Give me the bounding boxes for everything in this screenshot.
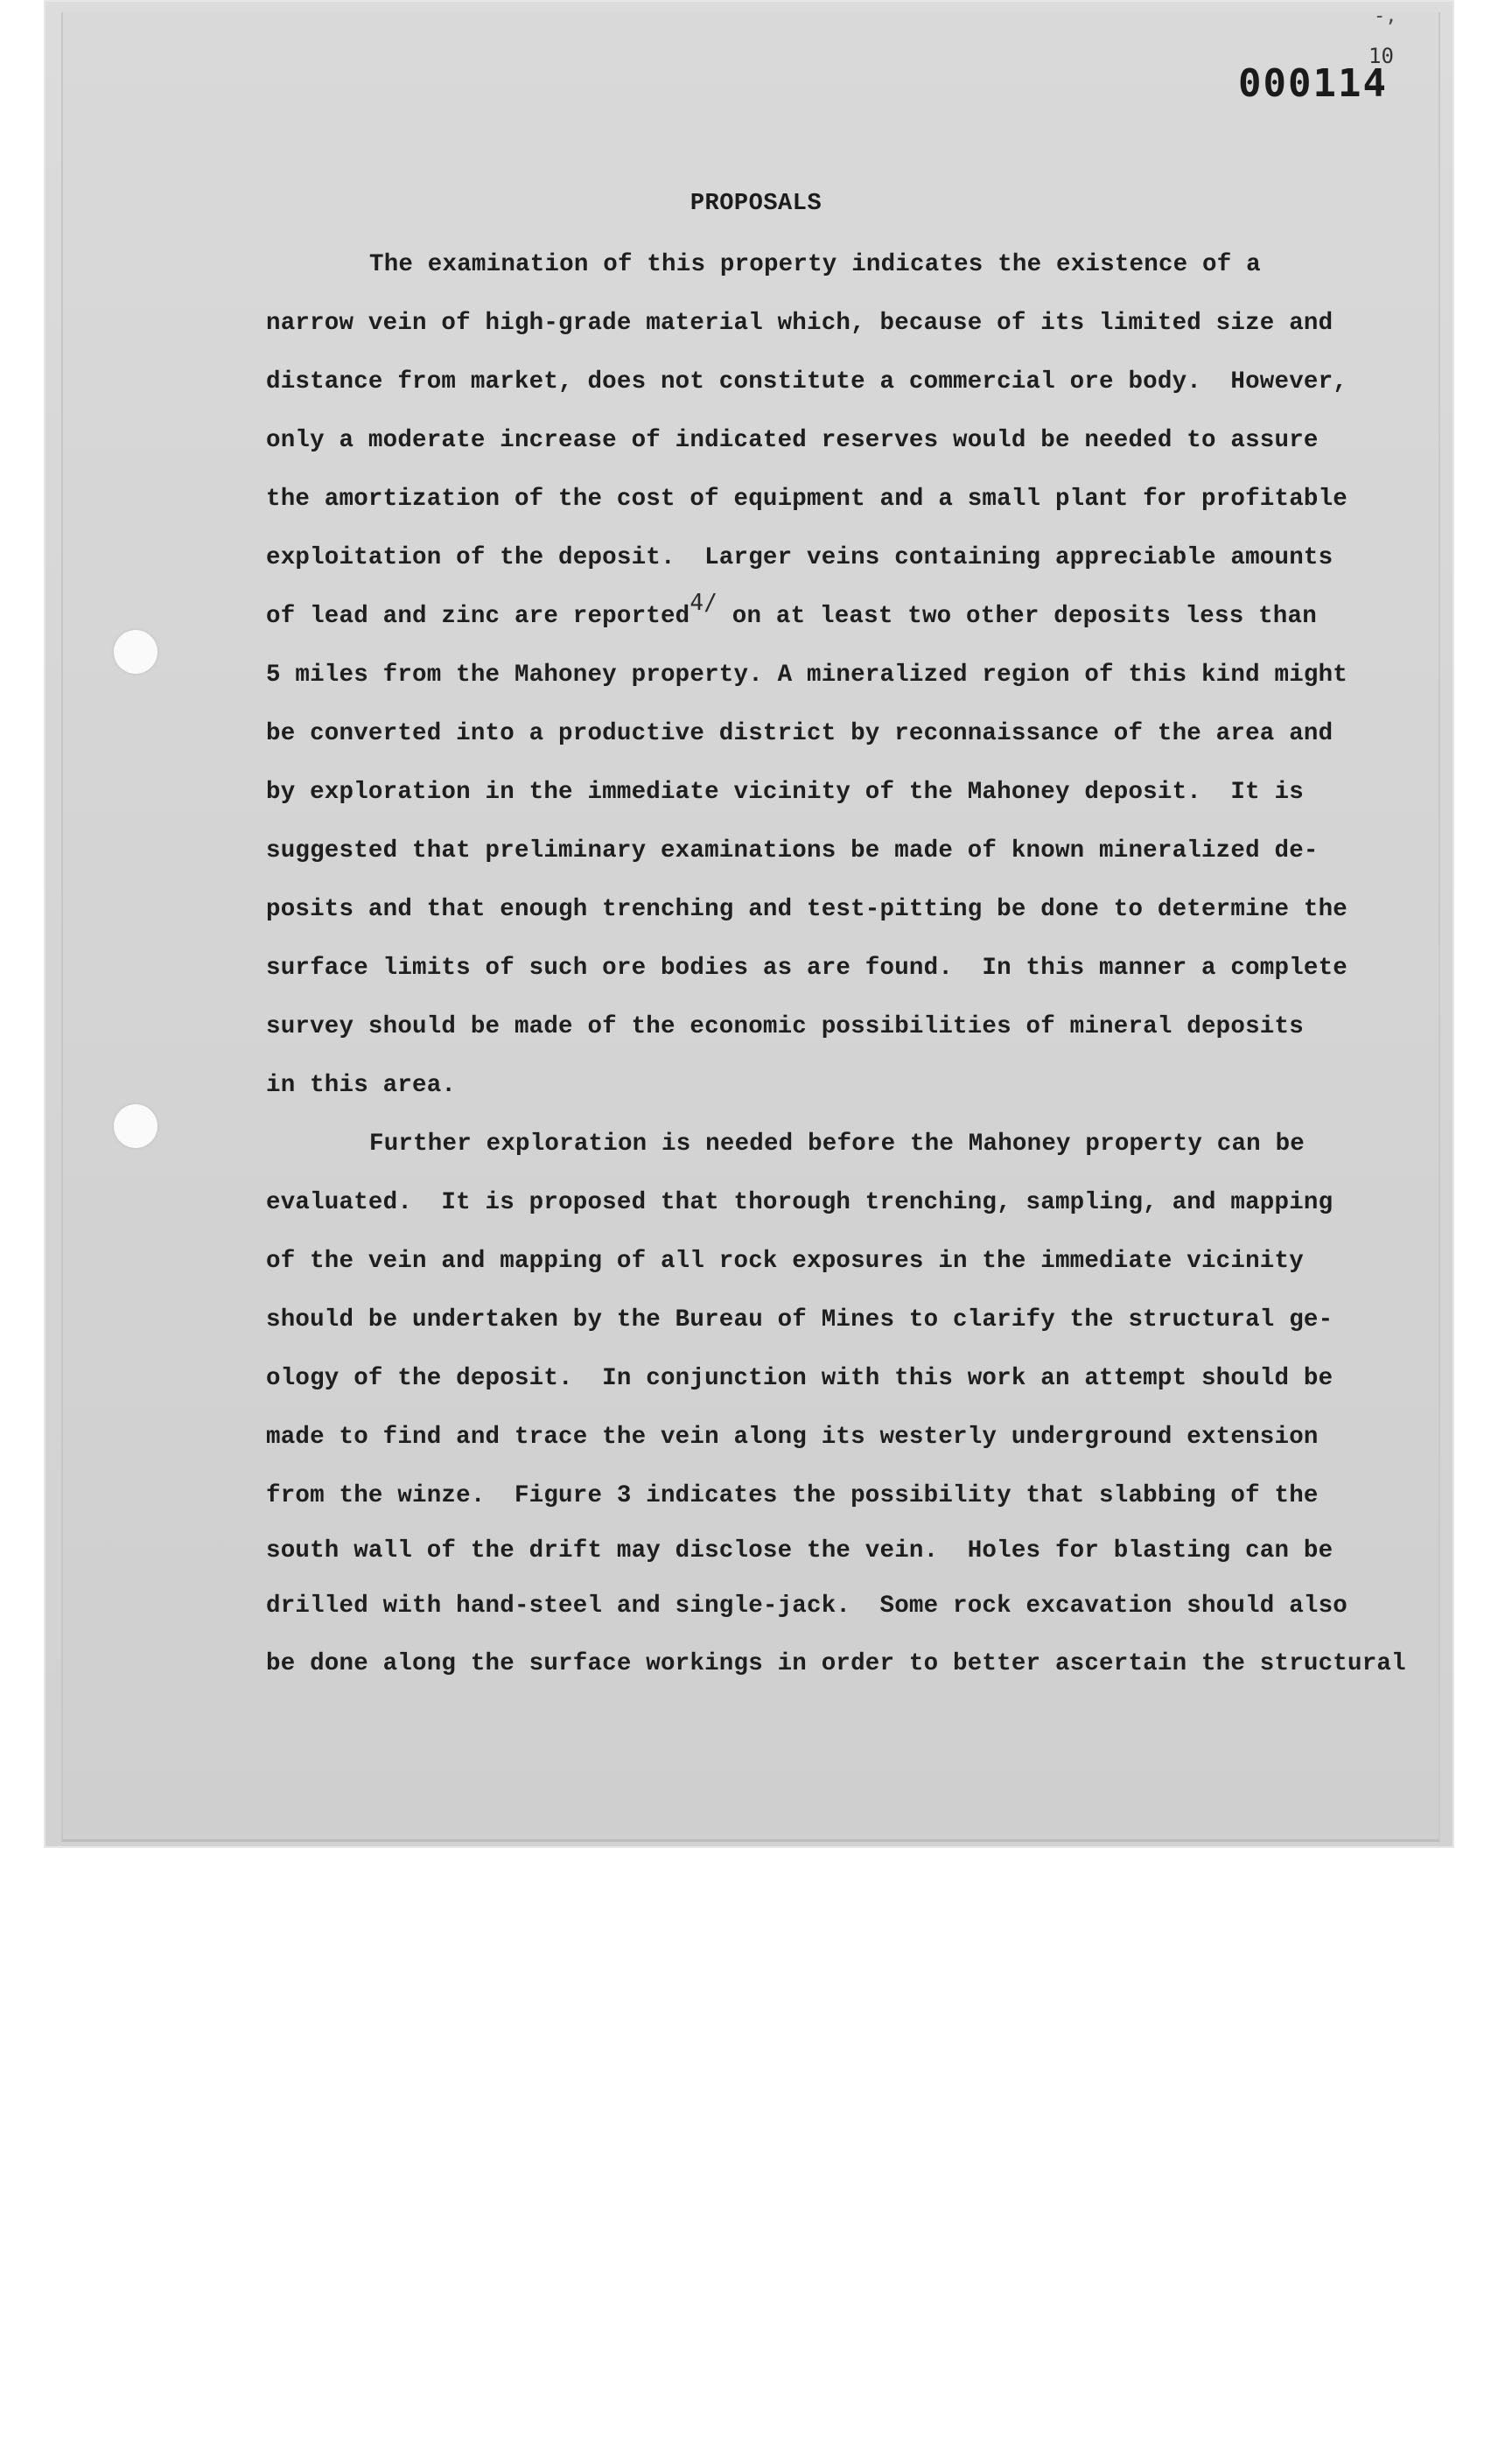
text-line: exploitation of the deposit. Larger veins containing appreciable amounts [266, 544, 1334, 571]
text-line: should be undertaken by the Bureau of Mines to clarify the structural ge- [266, 1306, 1334, 1334]
text-line: south wall of the drift may disclose the vein. Holes for blasting can be [266, 1537, 1334, 1564]
text-line-with-footnote [266, 590, 1317, 630]
text-line: the amortization of the cost of equipment and a small plant for profitable [266, 486, 1348, 513]
text-line: only a moderate increase of indicated reserves would be needed to assure [266, 427, 1319, 454]
text-line: 5 miles from the Mahoney property. A mineralized region of this kind might [266, 662, 1348, 689]
text-line: Further exploration is needed before the Mahoney property can be [369, 1130, 1305, 1158]
paper-sheet [61, 12, 1440, 1842]
text-segment: of lead and zinc are reported [266, 603, 690, 630]
text-line: The examination of this property indicates the existence of a [369, 251, 1261, 278]
punch-hole-bottom [114, 1104, 158, 1148]
stamp-number: 00011 [1238, 61, 1363, 106]
text-line: evaluated. It is proposed that thorough trenching, sampling, and mapping [266, 1189, 1334, 1216]
text-line: ology of the deposit. In conjunction with this work an attempt should be [266, 1365, 1334, 1392]
text-line: be converted into a productive district by reconnaissance of the area and [266, 720, 1334, 747]
stamped-page-number [1238, 61, 1388, 106]
text-line: drilled with hand-steel and single-jack. Some rock excavation should also [266, 1592, 1348, 1620]
text-line: in this area. [266, 1072, 457, 1099]
corner-mark: -, [1374, 5, 1397, 27]
text-line: from the winze. Figure 3 indicates the possibility that slabbing of the [266, 1482, 1319, 1509]
footnote-reference[interactable]: 4/ [690, 590, 718, 616]
punch-hole-top [114, 630, 158, 674]
section-title: PROPOSALS [690, 191, 822, 217]
handwritten-page-number: 10 [1368, 44, 1394, 68]
text-line: surface limits of such ore bodies as are found. In this manner a complete [266, 955, 1348, 982]
text-line: by exploration in the immediate vicinity of the Mahoney deposit. It is [266, 779, 1304, 806]
text-line: made to find and trace the vein along its westerly underground extension [266, 1424, 1319, 1451]
text-line: of the vein and mapping of all rock exposures in the immediate vicinity [266, 1248, 1304, 1275]
text-line: be done along the surface workings in order to better ascertain the structural [266, 1650, 1406, 1677]
text-line: posits and that enough trenching and test-pitting be done to determine the [266, 896, 1348, 923]
stamp-number-overlay: 4 [1362, 61, 1388, 106]
text-line: suggested that preliminary examinations be made of known mineralized de- [266, 837, 1319, 864]
text-line: distance from market, does not constitute a commercial ore body. However, [266, 368, 1348, 396]
text-segment: on at least two other deposits less than [718, 603, 1317, 630]
text-line: narrow vein of high-grade material which, because of its limited size and [266, 310, 1334, 337]
text-line: survey should be made of the economic possibilities of mineral deposits [266, 1013, 1304, 1040]
